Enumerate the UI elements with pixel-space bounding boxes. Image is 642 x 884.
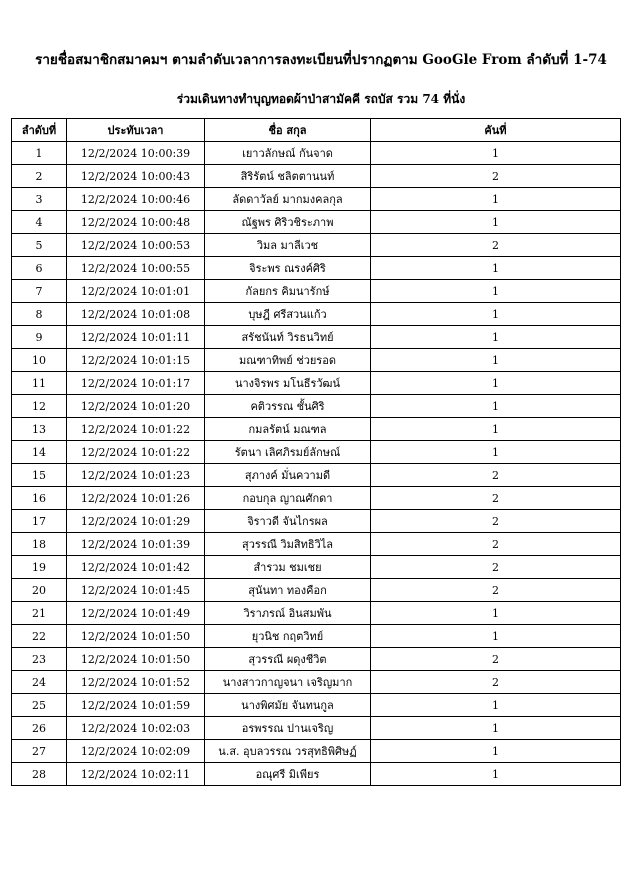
table-row <box>12 142 621 165</box>
cell-name: สุวรรณี ผดุงชีวิต <box>205 648 371 671</box>
table-row <box>12 188 621 211</box>
table-row <box>12 234 621 257</box>
cell-seats: 2 <box>371 579 621 602</box>
cell-seats: 1 <box>371 142 621 165</box>
cell-seats: 1 <box>371 372 621 395</box>
table-row <box>12 418 621 441</box>
cell-no: 18 <box>12 533 67 556</box>
cell-timestamp: 12/2/2024 10:00:43 <box>67 165 205 188</box>
cell-no: 26 <box>12 717 67 740</box>
cell-name: สรัชนันท์ วิรธนวิทย์ <box>205 326 371 349</box>
cell-no: 6 <box>12 257 67 280</box>
cell-timestamp: 12/2/2024 10:00:55 <box>67 257 205 280</box>
cell-timestamp: 12/2/2024 10:01:52 <box>67 671 205 694</box>
table-row <box>12 464 621 487</box>
cell-timestamp: 12/2/2024 10:01:15 <box>67 349 205 372</box>
cell-name: สิริรัตน์ ชลิตตานนท์ <box>205 165 371 188</box>
cell-name: นางพิศมัย จันทนกูล <box>205 694 371 717</box>
header-name: ชื่อ สกุล <box>205 119 371 142</box>
cell-timestamp: 12/2/2024 10:01:20 <box>67 395 205 418</box>
table-row <box>12 763 621 786</box>
table-row <box>12 372 621 395</box>
cell-seats: 2 <box>371 510 621 533</box>
cell-seats: 1 <box>371 280 621 303</box>
table-row <box>12 303 621 326</box>
cell-name: สุภางค์ มั่นความดี <box>205 464 371 487</box>
cell-timestamp: 12/2/2024 10:00:39 <box>67 142 205 165</box>
table-row <box>12 717 621 740</box>
cell-name: วิราภรณ์ อินสมพัน <box>205 602 371 625</box>
table-row <box>12 165 621 188</box>
cell-no: 2 <box>12 165 67 188</box>
cell-seats: 1 <box>371 395 621 418</box>
cell-timestamp: 12/2/2024 10:02:11 <box>67 763 205 786</box>
cell-timestamp: 12/2/2024 10:01:49 <box>67 602 205 625</box>
cell-seats: 2 <box>371 464 621 487</box>
cell-seats: 2 <box>371 556 621 579</box>
cell-seats: 1 <box>371 763 621 786</box>
cell-timestamp: 12/2/2024 10:01:45 <box>67 579 205 602</box>
cell-seats: 1 <box>371 694 621 717</box>
cell-name: นางจิรพร มโนธีรวัฒน์ <box>205 372 371 395</box>
cell-timestamp: 12/2/2024 10:00:48 <box>67 211 205 234</box>
cell-name: สุนันทา ทองคือก <box>205 579 371 602</box>
table-row <box>12 648 621 671</box>
cell-no: 13 <box>12 418 67 441</box>
cell-name: กอบกุล ญาณศักดา <box>205 487 371 510</box>
table-row <box>12 625 621 648</box>
cell-no: 17 <box>12 510 67 533</box>
cell-no: 12 <box>12 395 67 418</box>
table-row <box>12 257 621 280</box>
table-row <box>12 280 621 303</box>
cell-no: 19 <box>12 556 67 579</box>
cell-seats: 1 <box>371 188 621 211</box>
cell-name: กมลรัตน์ มณฑล <box>205 418 371 441</box>
table-row <box>12 487 621 510</box>
cell-seats: 1 <box>371 740 621 763</box>
cell-no: 1 <box>12 142 67 165</box>
cell-no: 8 <box>12 303 67 326</box>
cell-timestamp: 12/2/2024 10:01:50 <box>67 648 205 671</box>
cell-timestamp: 12/2/2024 10:02:09 <box>67 740 205 763</box>
cell-seats: 1 <box>371 303 621 326</box>
table-row <box>12 211 621 234</box>
cell-seats: 2 <box>371 671 621 694</box>
cell-seats: 1 <box>371 211 621 234</box>
cell-no: 23 <box>12 648 67 671</box>
cell-seats: 1 <box>371 717 621 740</box>
table-row <box>12 671 621 694</box>
table-row <box>12 326 621 349</box>
table-body <box>12 142 621 786</box>
cell-name: กัลยกร คิมนารักษ์ <box>205 280 371 303</box>
cell-seats: 1 <box>371 602 621 625</box>
cell-timestamp: 12/2/2024 10:01:42 <box>67 556 205 579</box>
cell-timestamp: 12/2/2024 10:00:46 <box>67 188 205 211</box>
cell-seats: 1 <box>371 441 621 464</box>
registration-table <box>11 118 621 786</box>
cell-timestamp: 12/2/2024 10:01:29 <box>67 510 205 533</box>
cell-name: ณัฐพร ศิริวชิระภาพ <box>205 211 371 234</box>
cell-no: 10 <box>12 349 67 372</box>
header-seats: คันที่ <box>371 119 621 142</box>
cell-name: ลัดดาวัลย์ มากมงคลกุล <box>205 188 371 211</box>
cell-no: 25 <box>12 694 67 717</box>
cell-no: 20 <box>12 579 67 602</box>
cell-timestamp: 12/2/2024 10:01:22 <box>67 418 205 441</box>
cell-timestamp: 12/2/2024 10:01:26 <box>67 487 205 510</box>
cell-timestamp: 12/2/2024 10:01:11 <box>67 326 205 349</box>
cell-name: เยาวลักษณ์ กันจาด <box>205 142 371 165</box>
cell-timestamp: 12/2/2024 10:00:53 <box>67 234 205 257</box>
cell-name: รัตนา เลิศภิรมย์ลักษณ์ <box>205 441 371 464</box>
cell-no: 5 <box>12 234 67 257</box>
table-row <box>12 602 621 625</box>
table-row <box>12 510 621 533</box>
cell-no: 9 <box>12 326 67 349</box>
cell-seats: 2 <box>371 487 621 510</box>
cell-seats: 2 <box>371 648 621 671</box>
cell-timestamp: 12/2/2024 10:01:08 <box>67 303 205 326</box>
cell-no: 14 <box>12 441 67 464</box>
cell-seats: 1 <box>371 349 621 372</box>
table-row <box>12 740 621 763</box>
cell-name: นางสาวกาญจนา เจริญมาก <box>205 671 371 694</box>
cell-timestamp: 12/2/2024 10:01:50 <box>67 625 205 648</box>
cell-timestamp: 12/2/2024 10:01:23 <box>67 464 205 487</box>
cell-timestamp: 12/2/2024 10:01:59 <box>67 694 205 717</box>
header-timestamp: ประทับเวลา <box>67 119 205 142</box>
cell-no: 22 <box>12 625 67 648</box>
cell-name: ยุวนิช กฤตวิทย์ <box>205 625 371 648</box>
table-row <box>12 694 621 717</box>
table-row <box>12 556 621 579</box>
table-row <box>12 349 621 372</box>
cell-seats: 2 <box>371 234 621 257</box>
cell-name: จิระพร ณรงค์ศิริ <box>205 257 371 280</box>
table-row <box>12 441 621 464</box>
cell-no: 27 <box>12 740 67 763</box>
cell-timestamp: 12/2/2024 10:01:39 <box>67 533 205 556</box>
table-row <box>12 395 621 418</box>
cell-no: 4 <box>12 211 67 234</box>
cell-seats: 1 <box>371 326 621 349</box>
cell-seats: 1 <box>371 418 621 441</box>
cell-seats: 2 <box>371 533 621 556</box>
cell-seats: 1 <box>371 257 621 280</box>
cell-name: สำรวม ชมเชย <box>205 556 371 579</box>
document-subtitle: ร่วมเดินทางทำบุญทอดผ้าป่าสามัคคี รถบัส รวม 74 ที่นั่ง <box>176 92 466 106</box>
cell-name: น.ส. อุบลวรรณ วรสุทธิพิศิษฏ์ <box>205 740 371 763</box>
cell-timestamp: 12/2/2024 10:01:01 <box>67 280 205 303</box>
cell-timestamp: 12/2/2024 10:02:03 <box>67 717 205 740</box>
cell-no: 24 <box>12 671 67 694</box>
cell-no: 15 <box>12 464 67 487</box>
cell-timestamp: 12/2/2024 10:01:17 <box>67 372 205 395</box>
cell-no: 3 <box>12 188 67 211</box>
cell-no: 16 <box>12 487 67 510</box>
cell-no: 21 <box>12 602 67 625</box>
table-header-row <box>12 119 621 142</box>
cell-no: 11 <box>12 372 67 395</box>
cell-no: 7 <box>12 280 67 303</box>
header-no: ลำดับที่ <box>12 119 67 142</box>
document-title: รายชื่อสมาชิกสมาคมฯ ตามลำดับเวลาการลงทะเบียนที่ปรากฏตาม GooGle From ลำดับที่ 1-74 <box>35 52 607 68</box>
cell-name: มณฑาทิพย์ ช่วยรอด <box>205 349 371 372</box>
cell-name: จิราวดี จันไกรผล <box>205 510 371 533</box>
table-row <box>12 533 621 556</box>
cell-seats: 2 <box>371 165 621 188</box>
cell-name: อรพรรณ ปานเจริญ <box>205 717 371 740</box>
table-row <box>12 579 621 602</box>
cell-name: อณุศรี มิเพียร <box>205 763 371 786</box>
cell-name: สุวรรณี วิมสิทธิวิไล <box>205 533 371 556</box>
cell-name: คติวรรณ ชั้นศิริ <box>205 395 371 418</box>
cell-seats: 1 <box>371 625 621 648</box>
cell-no: 28 <box>12 763 67 786</box>
cell-name: บุษฎี ศรีสวนแก้ว <box>205 303 371 326</box>
cell-timestamp: 12/2/2024 10:01:22 <box>67 441 205 464</box>
cell-name: วิมล มาลีเวช <box>205 234 371 257</box>
